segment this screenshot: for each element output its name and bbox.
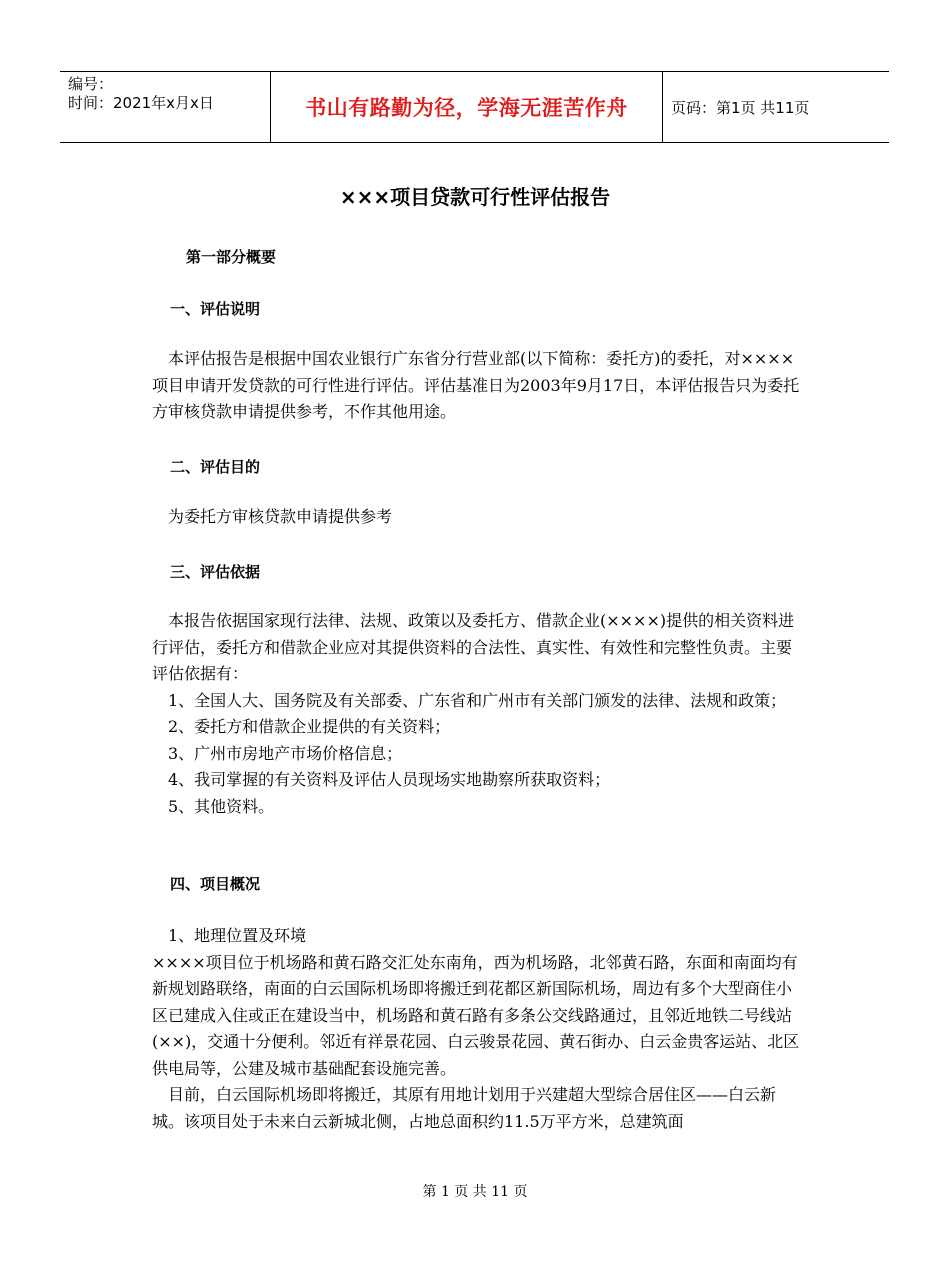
- header-divider: [662, 72, 663, 142]
- section-heading: 四、项目概况: [170, 875, 261, 893]
- document-title: ×××项目贷款可行性评估报告: [339, 185, 611, 209]
- header-motto: 书山有路勤为径，学海无涯苦作舟: [305, 96, 628, 120]
- section-body: 1、地理位置及环境 ××××项目位于机场路和黄石路交汇处东南角，西为机场路，北邻黄石路，东面和南面均有新规划路联络，南面的白云国际机场即将搬迁到花都区新国际机场，周边有多个大型商住小区已建成入住或正在建设当中，机场路和黄石路有多条公交线路通过，且邻近地铁二号线站(××)，交通十分便利。邻近有祥景花园、白云骏景花园、黄石街办、白云金贵客运站、北区供电局等，公建及城市基础配套设施完善。 目前，白云国际机场即将搬迁，其原有用地计划用于兴建超大型综合居住区——白云新城。该项目处于未来白云新城北侧，占地总面积约11.5万平方米，总建筑面: [152, 926, 800, 1131]
- section-heading: 一、评估说明: [170, 300, 261, 318]
- section-body: 本评估报告是根据中国农业银行广东省分行营业部(以下简称：委托方)的委托，对××××项目申请开发贷款的可行性进行评估。评估基准日为2003年9月17日，本评估报告只为委托方审核贷款申请提供参考，不作其他用途。: [152, 349, 800, 421]
- section-heading: 三、评估依据: [170, 563, 261, 581]
- page-header: [60, 71, 889, 143]
- header-meta: [68, 75, 268, 113]
- section-heading: 二、评估目的: [170, 458, 261, 476]
- header-page-code: 页码：第1页 共11页: [671, 98, 810, 117]
- section-body: 为委托方审核贷款申请提供参考: [152, 507, 393, 526]
- section-body: 本报告依据国家现行法律、法规、政策以及委托方、借款企业(××××)提供的相关资料进行评估，委托方和借款企业应对其提供资料的合法性、真实性、有效性和完整性负责。主要评估依据有： 1、全国人大、国务院及有关部委、广东省和广州市有关部门颁发的法律、法规和政策； 2、委托方和借款企业提供的有关资料； 3、广州市房地产市场价格信息； 4、我司掌握的有关资料及评估人员现场实地勘察所获取资料； 5、其他资料。: [152, 611, 795, 816]
- part-heading: 第一部分概要: [186, 248, 277, 266]
- document-number-label: 编号：: [68, 75, 114, 93]
- document-date-label: 时间：2021年x月x日: [68, 94, 214, 112]
- page-footer: 第 1 页 共 11 页: [422, 1184, 528, 1200]
